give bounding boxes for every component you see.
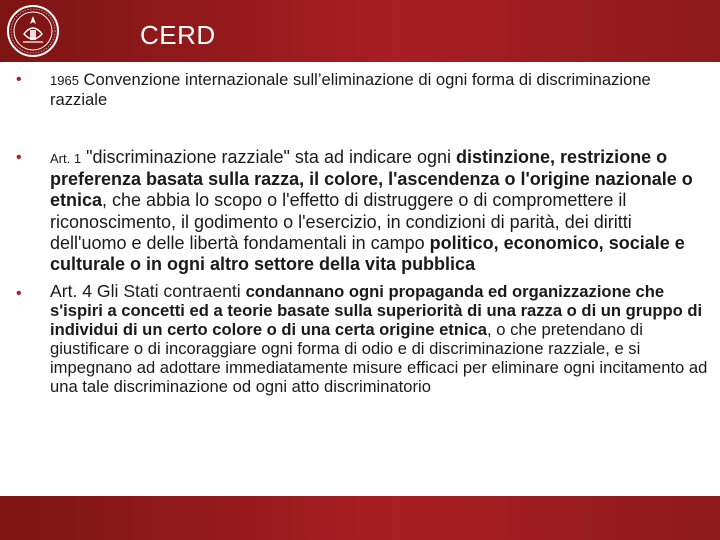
convention-text: Convenzione internazionale sull’eliminazione di ogni forma di discriminazione razziale: [50, 70, 651, 109]
article-1-label: Art. 1: [50, 151, 82, 166]
footer-bar: [0, 496, 720, 540]
article-1-text-d: politico, economico, sociale e culturale o in ogni altro settore della vita pubblica: [50, 232, 685, 275]
article-1-text-b: distinzione, restrizione o preferenza basata sulla razza, il colore, l'ascendenza o l'origine nazionale o etnica: [50, 147, 693, 211]
bullet-dot-icon: •: [16, 149, 22, 166]
header-bar: [0, 0, 720, 62]
slide-title: CERD: [140, 20, 216, 50]
article-4-bold: condannano ogni propaganda ed organizzazione che s'ispiri a concetti ed a teorie basate sulla superiorità di una razza o di un gruppo di individui di un certo colore o di una certa origine etnica: [50, 282, 703, 340]
article-4-lead: Art. 4 Gli Stati contraenti: [50, 281, 246, 302]
bullet-article-4: [10, 282, 710, 396]
article-1-text-c: , che abbia lo scopo o l'effetto di distruggere o di compromettere il riconoscimento, il godimento o l'esercizio, in condizioni di parità, dei diritti dell'uomo e delle libertà fondamentali in campo: [50, 190, 632, 253]
university-seal-icon: [6, 4, 60, 58]
bullet-convention: [10, 70, 710, 109]
bullet-dot-icon: •: [16, 71, 22, 88]
article-1-text-a: "discriminazione razziale" sta ad indicare ogni: [81, 147, 457, 167]
bullet-dot-icon: •: [16, 285, 22, 303]
article-4-rest: , o che pretendano di giustificare o di incoraggiare ogni forma di odio e di discriminazione razziale, e si impegnano ad adottare immediatamente misure efficaci per eliminare ogni incitamento ad una tale discriminazione od ogni atto discriminatorio: [50, 320, 708, 397]
slide-content: [10, 70, 710, 396]
bullet-article-1: [10, 147, 710, 275]
convention-year: 1965: [50, 73, 79, 88]
